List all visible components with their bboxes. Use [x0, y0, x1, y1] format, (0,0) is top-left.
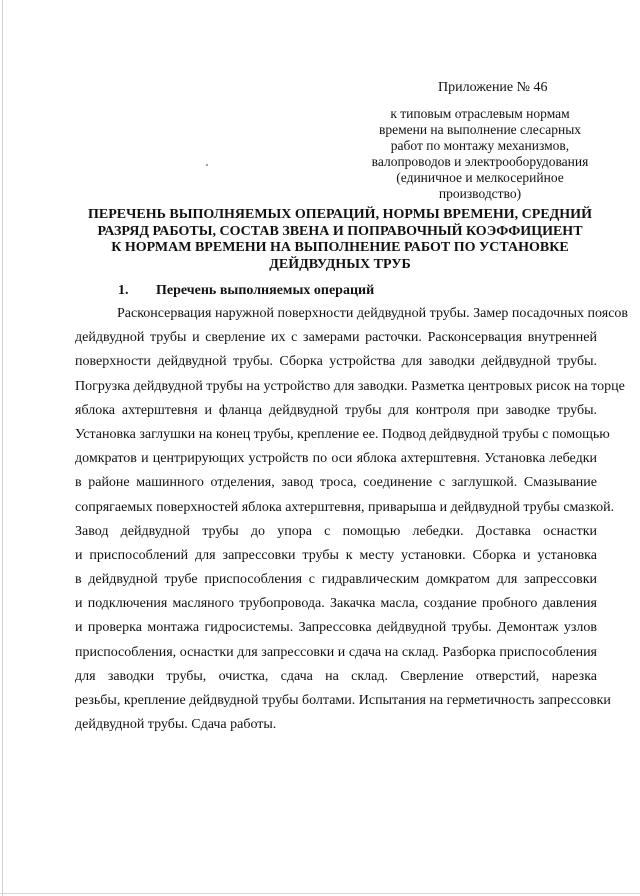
section-number: 1. — [118, 283, 129, 298]
body-line: и приспособлений для запрессовки трубы к месту установки. Сборка и установка — [75, 547, 597, 563]
body-line: резьбы, крепление дейдвудной трубы болтами. Испытания на герметичность запрессовки — [75, 693, 611, 708]
appendix-subtitle-line: работ по монтажу механизмов, — [390, 138, 570, 153]
scan-edge-left — [2, 0, 3, 896]
title-line: РАЗРЯД РАБОТЫ, СОСТАВ ЗВЕНА И ПОПРАВОЧНЫЙ КОЭФФИЦИЕНТ — [97, 223, 583, 239]
appendix-subtitle-line: времени на выполнение слесарных — [378, 122, 582, 137]
scan-speck — [206, 164, 208, 166]
body-line: Погрузка дейдвудной трубы на устройство для заводки. Разметка центровых рисок на торце — [75, 378, 625, 394]
body-line: в дейдвудной трубе приспособления с гидравлическим домкратом для запрессовки — [75, 572, 597, 588]
appendix-subtitle-line: (единичное и мелкосерийное — [396, 170, 564, 185]
body-line: и подключения масляного трубопровода. Закачка масла, создание пробного давления — [75, 596, 597, 612]
body-line: и проверка монтажа гидросистемы. Запрессовка дейдвудной трубы. Демонтаж узлов — [75, 620, 597, 636]
body-line: приспособления, оснастки для запрессовки и сдача на склад. Разборка приспособления — [75, 644, 597, 660]
title-line: ДЕЙДВУДНЫХ ТРУБ — [269, 256, 411, 272]
appendix-title: Приложение № 46 — [438, 80, 548, 95]
title-line: ПЕРЕЧЕНЬ ВЫПОЛНЯЕМЫХ ОПЕРАЦИЙ, НОРМЫ ВРЕМЕНИ, СРЕДНИЙ — [88, 207, 592, 222]
body-line: Завод дейдвудной трубы до упора с помощью лебедки. Доставка оснастки — [75, 523, 597, 539]
scan-edge-bottom — [0, 893, 640, 894]
body-line: сопрягаемых поверхностей яблока ахтерштевня, приварыша и дейдвудной трубы смазкой. — [75, 499, 615, 515]
appendix-subtitle-line: производство) — [438, 186, 522, 201]
body-line: в районе машинного отделения, завод троса, соединение с заглушкой. Смазывание — [75, 475, 597, 491]
body-line: поверхности дейдвудной трубы. Сборка устройства для заводки дейдвудной трубы. — [75, 354, 597, 370]
appendix-subtitle-line: к типовым отраслевым нормам — [390, 106, 570, 121]
body-line: дейдвудной трубы и сверление их с замерами расточки. Расконсервация внутренней — [75, 330, 597, 346]
body-line: для заводки трубы, очистка, сдача на склад. Сверление отверстий, нарезка — [75, 668, 597, 684]
title-line: К НОРМАМ ВРЕМЕНИ НА ВЫПОЛНЕНИЕ РАБОТ ПО УСТАНОВКЕ — [111, 240, 569, 255]
body-line: Установка заглушки на конец трубы, крепление ее. Подвод дейдвудной трубы с помощью — [75, 426, 610, 442]
document-title — [80, 207, 600, 273]
section-heading: Перечень выполняемых операций — [156, 283, 375, 298]
body-line: Расконсервация наружной поверхности дейдвудной трубы. Замер посадочных поясов — [117, 306, 629, 321]
body-line: яблока ахтерштевня и фланца дейдвудной трубы для контроля при заводке трубы. — [75, 402, 597, 418]
body-line: дейдвудной трубы. Сдача работы. — [75, 717, 277, 733]
appendix-subtitle-line: валопроводов и электрооборудования — [371, 154, 589, 169]
body-line: домкратов и центрирующих устройств по оси яблока ахтерштевня. Установка лебедки — [75, 451, 597, 467]
body-paragraph — [75, 302, 629, 737]
appendix-subtitle — [360, 106, 600, 202]
